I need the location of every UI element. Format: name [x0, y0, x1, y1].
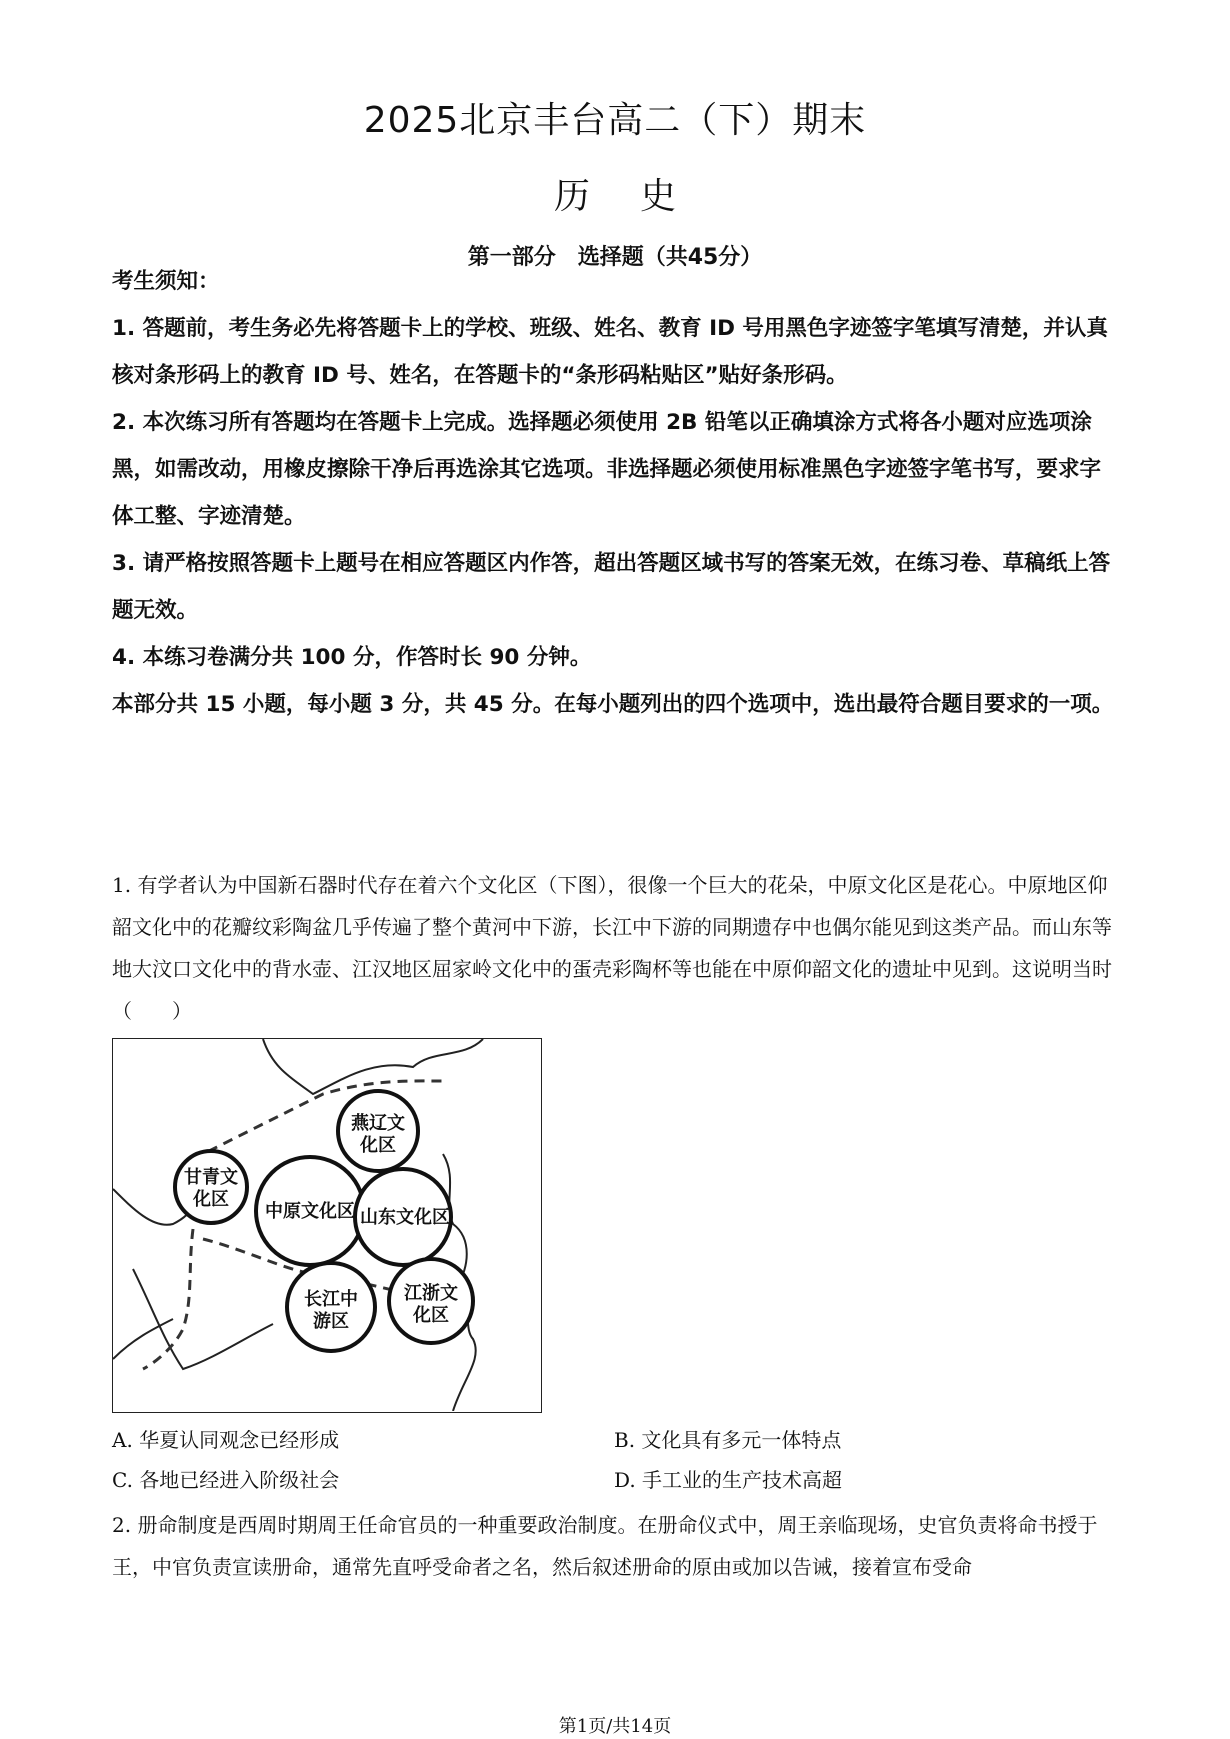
- map-southwest-river: [133, 1269, 273, 1369]
- map-river-left: [113, 1319, 173, 1359]
- changjiang-label-2: 游区: [313, 1311, 349, 1332]
- question-2-text: 2. 册命制度是西周时期周王任命官员的一种重要政治制度。在册命仪式中，周王亲临现场，史官负责将命书授于王，中官负责宣读册命，通常先直呼受命者之名，然后叙述册命的原由或加以告诫，接着宣布受命: [112, 1513, 1098, 1579]
- document-title: 2025北京丰台高二（下）期末: [363, 100, 867, 141]
- question-1: [112, 864, 1117, 1032]
- changjiang-label-1: 长江中: [304, 1289, 358, 1310]
- yanliao-label-1: 燕辽文: [351, 1113, 405, 1134]
- shandong-label: 山东文化区: [360, 1207, 450, 1228]
- part-instruction: 本部分共 15 小题，每小题 3 分，共 45 分。在每小题列出的四个选项中，选出最符合题目要求的一项。: [112, 692, 1114, 717]
- notice-item-3: 3. 请严格按照答题卡上题号在相应答题区内作答，超出答题区域书写的答案无效，在练习卷、草稿纸上答题无效。: [112, 551, 1111, 623]
- zhongyuan-label: 中原文化区: [265, 1201, 355, 1222]
- notice-item-1: 1. 答题前，考生务必先将答题卡上的学校、班级、姓名、教育 ID 号用黑色字迹签字笔填写清楚，并认真核对条形码上的教育 ID 号、姓名，在答题卡的“条形码粘贴区”贴好条形码。: [112, 316, 1108, 388]
- section-heading: 第一部分 选择题（共45分）: [467, 245, 763, 270]
- page-footer: 第1页/共14页: [558, 1716, 672, 1737]
- question-2: [112, 1504, 1117, 1588]
- options-row-1: [112, 1420, 1117, 1460]
- options-row-2: [112, 1460, 1117, 1500]
- notice-heading: 考生须知：: [112, 269, 220, 294]
- notice-item-2: 2. 本次练习所有答题均在答题卡上完成。选择题必须使用 2B 铅笔以正确填涂方式将各小题对应选项涂黑，如需改动，用橡皮擦除干净后再选涂其它选项。非选择题必须使用标准黑色字迹签字笔书写，要求字体工整、字迹清楚。: [112, 410, 1102, 529]
- ganqing-label-2: 化区: [193, 1189, 229, 1210]
- culture-region-map: [112, 1038, 542, 1413]
- question-1-text: 1. 有学者认为中国新石器时代存在着六个文化区（下图），很像一个巨大的花朵，中原文化区是花心。中原地区仰韶文化中的花瓣纹彩陶盆几乎传遍了整个黄河中下游，长江中下游的同期遗存中也偶尔能见到这类产品。而山东等地大汶口文化中的背水壶、江汉地区屈家岭文化中的蛋壳彩陶杯等也能在中原仰韶文化的遗址中见到。这说明当时（ ）: [112, 873, 1112, 1023]
- map-figure: [113, 1039, 540, 1411]
- question-1-options: [112, 1420, 1117, 1500]
- jiangzhe-label-2: 化区: [413, 1305, 449, 1326]
- map-dashed-boundary-west: [143, 1229, 193, 1369]
- notice-item-4: 4. 本练习卷满分共 100 分，作答时长 90 分钟。: [112, 645, 592, 670]
- option-a[interactable]: A. 华夏认同观念已经形成: [112, 1428, 340, 1452]
- option-b[interactable]: B. 文化具有多元一体特点: [614, 1428, 842, 1452]
- ganqing-label-1: 甘青文: [184, 1167, 238, 1188]
- jiangzhe-label-1: 江浙文: [404, 1283, 458, 1304]
- option-c[interactable]: C. 各地已经进入阶级社会: [112, 1468, 340, 1492]
- subject-title: 历史: [553, 176, 726, 217]
- map-coastline: [263, 1039, 483, 1094]
- option-d[interactable]: D. 手工业的生产技术高超: [614, 1468, 843, 1492]
- exam-notice: [112, 258, 1117, 728]
- yanliao-label-2: 化区: [360, 1135, 396, 1156]
